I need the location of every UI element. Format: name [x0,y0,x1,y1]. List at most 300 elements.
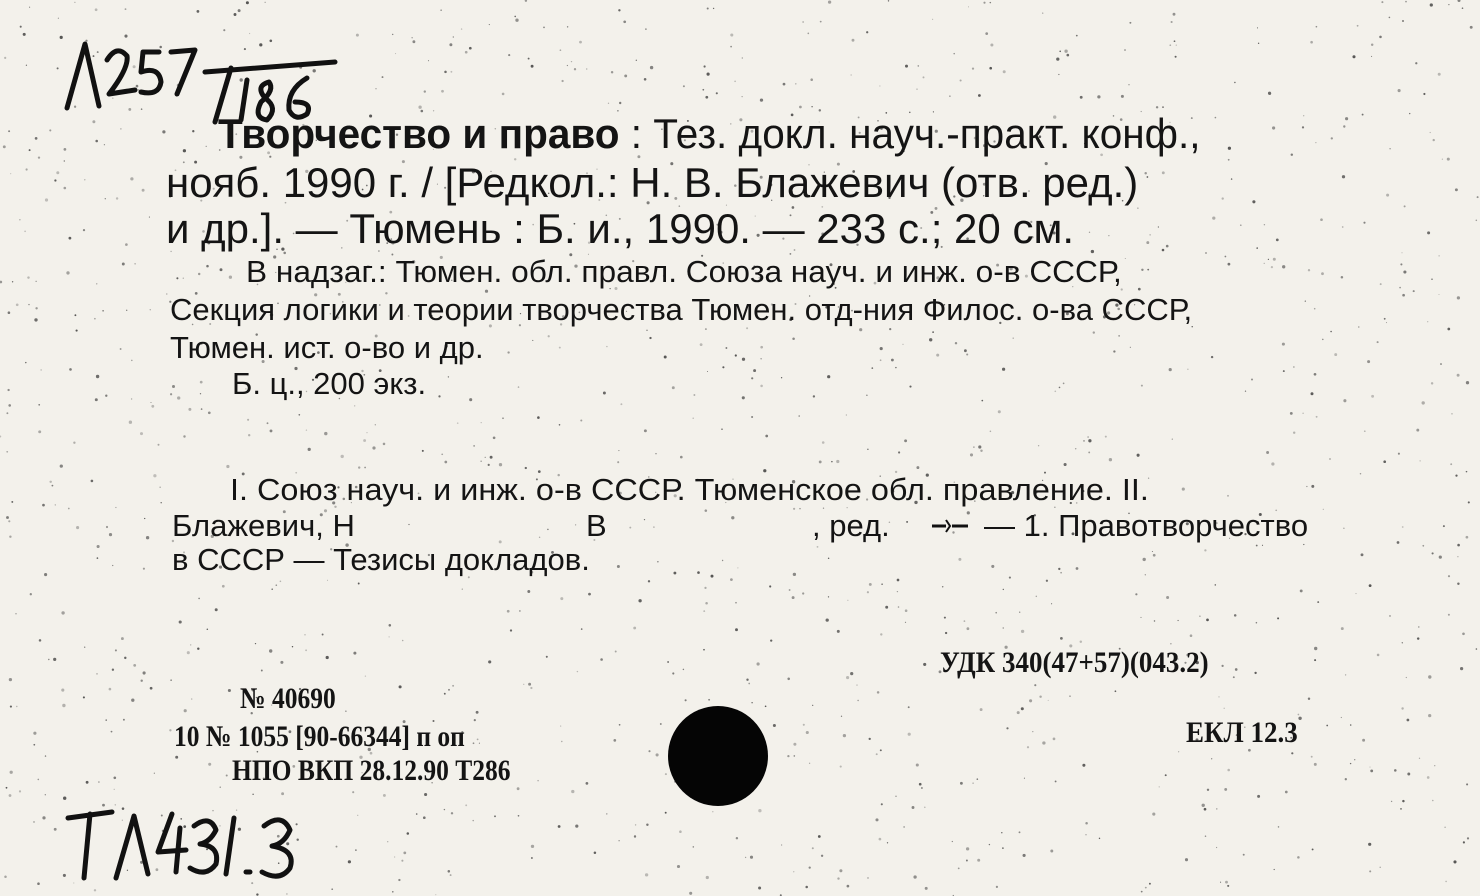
speckle-dot [932,331,934,333]
speckle-dot [879,838,882,841]
speckle-dot [1370,770,1373,773]
speckle-dot [812,847,814,849]
speckle-dot [1121,95,1124,98]
speckle-dot [1283,370,1285,372]
speckle-dot [990,43,993,46]
speckle-dot [365,675,366,676]
speckle-dot [33,744,35,746]
speckle-dot [16,303,19,306]
speckle-dot [170,393,172,395]
speckle-dot [537,416,540,419]
speckle-dot [895,367,896,368]
speckle-dot [683,669,685,671]
speckle-dot [1027,746,1029,748]
speckle-dot [49,129,51,131]
speckle-dot [1143,558,1146,561]
speckle-dot [1039,695,1041,697]
speckle-dot [567,26,568,27]
speckle-dot [95,398,98,401]
speckle-dot [356,34,359,37]
speckle-dot [1211,758,1212,759]
speckle-dot [891,359,894,362]
speckle-dot [115,649,117,651]
speckle-dot [1174,40,1176,42]
speckle-dot [490,456,493,459]
speckle-dot [748,683,750,685]
speckle-dot [1345,117,1348,120]
speckle-dot [964,349,967,352]
speckle-dot [1048,700,1049,701]
speckle-dot [1162,106,1164,108]
speckle-dot [667,661,669,663]
speckle-dot [502,417,504,419]
speckle-dot [1457,556,1458,557]
speckle-dot [1162,249,1165,252]
speckle-dot [1272,126,1275,129]
speckle-dot [348,860,351,863]
speckle-dot [115,507,116,508]
speckle-dot [571,61,572,62]
speckle-dot [1256,622,1258,624]
speckle-dot [166,293,167,294]
speckle-dot [9,678,12,681]
speckle-dot [1159,786,1160,787]
speckle-dot [33,732,36,735]
speckle-dot [703,649,705,651]
speckle-dot [1177,620,1178,621]
speckle-dot [561,80,563,82]
speckle-dot [1341,276,1344,279]
speckle-dot [705,509,708,512]
speckle-dot [656,753,659,756]
speckle-dot [1291,153,1293,155]
speckle-dot [859,328,862,331]
speckle-dot [646,823,648,825]
speckle-dot [1147,176,1149,178]
speckle-dot [1317,601,1319,603]
speckle-dot [1314,308,1316,310]
speckle-dot [1108,235,1109,236]
speckle-dot [1447,328,1450,331]
speckle-dot [826,618,829,621]
speckle-dot [1216,808,1217,809]
speckle-dot [86,781,89,784]
speckle-dot [1124,49,1126,51]
speckle-dot [187,651,190,654]
speckle-dot [1383,460,1386,463]
speckle-dot [781,377,782,378]
speckle-dot [518,815,520,817]
speckle-dot [1225,256,1227,258]
speckle-dot [1419,758,1420,759]
speckle-dot [452,685,454,687]
speckle-dot [485,457,486,458]
speckle-dot [1207,789,1209,791]
speckle-dot [1091,250,1094,253]
speckle-dot [1354,759,1355,760]
order-line: 10 № 1055 [90-66344] п оп [174,720,465,753]
speckle-dot [1291,752,1293,754]
speckle-dot [345,711,346,712]
speckle-dot [428,60,429,61]
speckle-dot [560,49,562,51]
speckle-dot [996,886,998,888]
speckle-dot [629,527,631,529]
speckle-dot [1438,294,1439,295]
speckle-dot [980,450,982,452]
speckle-dot [586,782,589,785]
speckle-dot [1252,200,1255,203]
speckle-dot [1431,278,1432,279]
speckle-dot [644,519,645,520]
speckle-dot [731,516,734,519]
speckle-dot [395,53,396,54]
speckle-dot [1274,869,1275,870]
speckle-dot [817,546,819,548]
speckle-dot [1386,322,1387,323]
speckle-dot [198,273,200,275]
speckle-dot [787,678,790,681]
speckle-dot [856,685,857,686]
speckle-dot [758,809,761,812]
speckle-dot [1442,159,1443,160]
speckle-dot [1379,36,1382,39]
speckle-dot [33,821,34,822]
speckle-dot [102,310,104,312]
speckle-dot [645,28,647,30]
speckle-dot [857,700,858,701]
speckle-dot [577,671,578,672]
speckle-dot [398,879,400,881]
speckle-dot [617,461,619,463]
speckle-dot [1422,545,1424,547]
speckle-dot [37,779,39,781]
speckle-dot [581,628,583,630]
speckle-dot [908,706,910,708]
speckle-dot [1444,827,1446,829]
speckle-dot [1360,473,1361,474]
speckle-dot [435,894,436,895]
speckle-dot [1002,368,1005,371]
speckle-dot [673,572,676,575]
speckle-dot [1329,458,1331,460]
speckle-dot [1330,331,1332,333]
speckle-dot [1457,374,1460,377]
speckle-dot [1466,381,1469,384]
speckle-dot [1427,231,1430,234]
speckle-dot [114,789,115,790]
speckle-dot [603,392,606,395]
speckle-dot [1254,672,1256,674]
speckle-dot [793,871,794,872]
speckle-dot [131,699,134,702]
speckle-dot [680,456,683,459]
speckle-dot [493,436,496,439]
speckle-dot [1172,438,1173,439]
speckle-dot [921,787,923,789]
speckle-dot [143,671,146,674]
speckle-dot [160,487,161,488]
speckle-dot [1202,804,1205,807]
speckle-dot [246,1,249,4]
speckle-dot [909,386,911,388]
speckle-dot [869,583,872,586]
speckle-dot [83,696,85,698]
speckle-dot [730,46,732,48]
speckle-dot [1450,463,1452,465]
speckle-dot [1001,832,1002,833]
speckle-dot [1058,568,1060,570]
speckle-dot [1316,26,1318,28]
speckle-dot [1345,674,1346,675]
speckle-dot [1389,17,1391,19]
speckle-dot [1343,528,1344,529]
speckle-dot [1118,335,1119,336]
speckle-dot [913,875,916,878]
record-number: № 40690 [240,682,336,715]
speckle-dot [74,2,75,3]
speckle-dot [98,781,100,783]
speckle-dot [1019,831,1021,833]
speckle-dot [514,16,516,18]
speckle-dot [1398,453,1400,455]
speckle-dot [794,755,796,757]
speckle-dot [929,338,932,341]
speckle-dot [757,662,760,665]
speckle-dot [665,812,667,814]
speckle-dot [84,179,85,180]
speckle-dot [271,588,273,590]
speckle-dot [1204,549,1206,551]
speckle-dot [34,318,37,321]
speckle-dot [53,658,56,661]
speckle-dot [208,763,211,766]
speckle-dot [1397,541,1400,544]
speckle-dot [618,9,620,11]
speckle-dot [42,504,45,507]
speckle-dot [125,243,128,246]
speckle-dot [828,596,829,597]
speckle-dot [958,558,961,561]
speckle-dot [978,94,981,97]
speckle-dot [742,358,745,361]
title-line-3: и др.]. — Тюмень : Б. и., 1990. — 233 с.; 20 см. [166,205,1074,252]
speckle-dot [1315,142,1316,143]
speckle-dot [286,893,287,894]
speckle-dot [1311,756,1313,758]
speckle-dot [8,130,10,132]
speckle-dot [322,634,324,636]
speckle-dot [1054,390,1056,392]
speckle-dot [7,389,9,391]
speckle-dot [1145,574,1146,575]
speckle-dot [392,34,393,35]
speckle-dot [742,396,745,399]
speckle-dot [1228,159,1230,161]
speckle-dot [412,37,413,38]
speckle-dot [735,628,738,631]
speckle-dot [1088,451,1090,453]
speckle-dot [561,741,562,742]
speckle-dot [1402,20,1404,22]
speckle-dot [1310,41,1313,44]
speckle-dot [438,395,440,397]
speckle-dot [95,8,98,11]
speckle-dot [363,439,366,442]
speckle-dot [1190,634,1193,637]
speckle-dot [1271,266,1273,268]
speckle-dot [1212,216,1215,219]
speckle-dot [84,647,85,648]
speckle-dot [12,281,13,282]
speckle-dot [200,381,203,384]
speckle-dot [575,524,576,525]
speckle-dot [207,628,209,630]
speckle-dot [481,461,482,462]
speckle-dot [702,89,704,91]
speckle-dot [1093,331,1095,333]
speckle-dot [1235,668,1238,671]
speckle-dot [1352,55,1355,58]
speckle-dot [280,661,283,664]
speckle-dot [1060,572,1062,574]
speckle-dot [692,417,693,418]
speckle-dot [1358,326,1359,327]
speckle-dot [623,20,626,23]
speckle-dot [1311,485,1314,488]
speckle-dot [256,893,258,895]
speckle-dot [1268,92,1271,95]
speckle-dot [932,19,933,20]
speckle-dot [548,335,550,337]
speckle-dot [15,613,16,614]
speckle-dot [403,852,406,855]
speckle-dot [1477,196,1479,198]
speckle-dot [905,65,908,68]
speckle-dot [793,743,796,746]
speckle-dot [1058,74,1059,75]
speckle-dot [1034,684,1036,686]
speckle-dot [579,41,582,44]
speckle-dot [131,360,133,362]
speckle-dot [149,217,150,218]
speckle-dot [737,567,738,568]
speckle-dot [383,443,386,446]
speckle-dot [364,467,366,469]
speckle-dot [1273,258,1276,261]
speckle-dot [215,608,218,611]
speckle-dot [1149,234,1150,235]
speckle-dot [574,68,576,70]
speckle-dot [753,369,756,372]
speckle-dot [608,103,609,104]
speckle-dot [916,763,919,766]
speckle-dot [1303,115,1304,116]
speckle-dot [897,579,900,582]
speckle-dot [1431,382,1433,384]
speckle-dot [1206,619,1209,622]
speckle-dot [828,0,831,3]
speckle-dot [537,780,539,782]
speckle-dot [991,565,994,568]
speckle-dot [960,782,963,785]
speckle-dot [96,375,99,378]
speckle-dot [41,369,42,370]
speckle-dot [653,526,655,528]
speckle-dot [401,860,403,862]
speckle-dot [1076,35,1078,37]
speckle-dot [1109,458,1112,461]
speckle-dot [1422,401,1425,404]
speckle-dot [644,429,647,432]
speckle-dot [1176,45,1177,46]
speckle-dot [571,790,574,793]
speckle-dot [634,835,636,837]
speckle-dot [1256,247,1258,249]
speckle-dot [10,771,13,774]
speckle-dot [1009,577,1011,579]
speckle-dot [76,330,78,332]
speckle-dot [819,460,822,463]
speckle-dot [867,877,868,878]
speckle-dot [281,792,284,795]
speckle-dot [1149,883,1151,885]
speckle-dot [228,689,231,692]
speckle-dot [989,844,990,845]
speckle-dot [29,7,30,8]
speckle-dot [617,565,620,568]
speckle-dot [968,6,969,7]
speckle-dot [353,652,356,655]
speckle-dot [1144,172,1146,174]
speckle-dot [226,774,228,776]
speckle-dot [953,53,955,55]
speckle-dot [837,630,840,633]
note-line-1: В надзаг.: Тюмен. обл. правл. Союза науч. и инж. о-в СССР, [246,254,1122,289]
speckle-dot [1038,445,1039,446]
speckle-dot [1466,536,1469,539]
speckle-dot [966,860,968,862]
speckle-dot [787,755,789,757]
speckle-dot [869,738,871,740]
speckle-dot [792,338,795,341]
speckle-dot [803,724,805,726]
speckle-dot [0,435,1,437]
speckle-dot [1063,383,1065,385]
speckle-dot [462,588,463,589]
speckle-dot [141,680,143,682]
speckle-dot [1430,3,1433,6]
speckle-dot [1080,96,1083,99]
speckle-dot [588,593,591,596]
speckle-dot [746,679,748,681]
speckle-dot [712,811,713,812]
speckle-dot [61,611,64,614]
speckle-dot [1323,509,1324,510]
speckle-dot [97,545,100,548]
speckle-dot [704,65,706,67]
tracing-line-2b: В [586,508,607,543]
speckle-dot [1306,486,1307,487]
speckle-dot [689,892,692,895]
speckle-dot [517,787,520,790]
speckle-dot [1113,350,1115,352]
speckle-dot [10,173,11,174]
speckle-dot [146,536,149,539]
punch-hole [668,706,768,806]
speckle-dot [151,405,154,408]
speckle-dot [461,28,462,29]
